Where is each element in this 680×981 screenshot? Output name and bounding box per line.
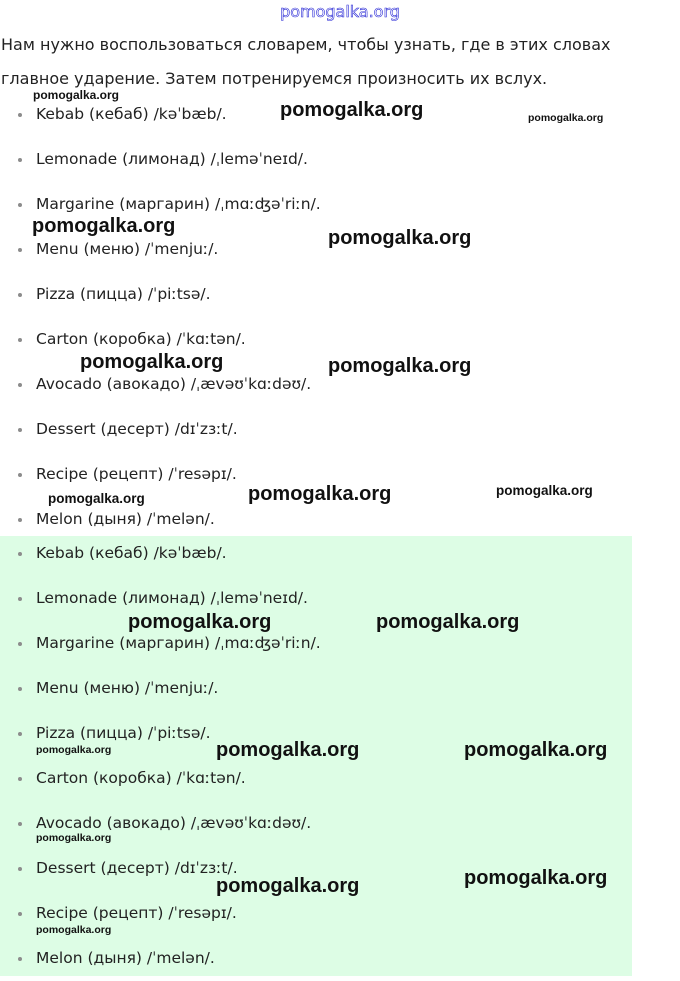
word-list — [0, 92, 632, 542]
list-item-text: Melon (дыня) /ˈmelən/. — [36, 510, 215, 528]
watermark: pomogalka.org — [328, 227, 472, 249]
bullet-icon — [18, 597, 22, 601]
watermark: pomogalka.org — [496, 483, 593, 498]
list-item-text: Carton (коробка) /ˈkɑːtən/. — [36, 769, 246, 787]
list-item-text: Dessert (десерт) /dɪˈzɜːt/. — [36, 420, 238, 438]
watermark: pomogalka.org — [216, 875, 360, 897]
list-item — [0, 531, 632, 576]
watermark: pomogalka.org — [528, 112, 604, 124]
list-item — [0, 756, 632, 801]
watermark: pomogalka.org — [280, 99, 424, 121]
list-item-text: Recipe (рецепт) /ˈresəpɪ/. — [36, 465, 237, 483]
bullet-icon — [18, 428, 22, 432]
bullet-icon — [18, 867, 22, 871]
watermark: pomogalka.org — [36, 924, 112, 936]
bullet-icon — [18, 552, 22, 556]
list-item — [0, 666, 632, 711]
watermark: pomogalka.org — [32, 215, 176, 237]
task-instruction: Нам нужно воспользоваться словарем, чтобы узнать, где в этих словах главное ударение. Затем потренируемся произносить их вслух. — [1, 35, 611, 88]
bullet-icon — [18, 158, 22, 162]
bullet-icon — [18, 732, 22, 736]
list-item-text: Recipe (рецепт) /ˈresəpɪ/. — [36, 904, 237, 922]
bullet-icon — [18, 518, 22, 522]
bullet-icon — [18, 957, 22, 961]
watermark: pomogalka.org — [36, 744, 112, 756]
bullet-icon — [18, 203, 22, 207]
watermark: pomogalka.org — [464, 867, 608, 889]
site-header: pomogalka.org — [280, 2, 400, 21]
list-item-text: Avocado (авокадо) /ˌævəʊˈkɑːdəʊ/. — [36, 814, 312, 832]
bullet-icon — [18, 473, 22, 477]
list-item-text: Lemonade (лимонад) /ˌleməˈneɪd/. — [36, 150, 308, 168]
list-item-text: Carton (коробка) /ˈkɑːtən/. — [36, 330, 246, 348]
watermark: pomogalka.org — [464, 739, 608, 761]
list-item — [0, 936, 632, 981]
bullet-icon — [18, 687, 22, 691]
list-item-text: Kebab (кебаб) /kəˈbæb/. — [36, 105, 227, 123]
list-item-text: Pizza (пицца) /ˈpiːtsə/. — [36, 285, 211, 303]
bullet-icon — [18, 113, 22, 117]
list-item-text: Dessert (десерт) /dɪˈzɜːt/. — [36, 859, 238, 877]
watermark: pomogalka.org — [80, 351, 224, 373]
watermark: pomogalka.org — [128, 611, 272, 633]
watermark: pomogalka.org — [48, 491, 145, 506]
watermark: pomogalka.org — [33, 88, 120, 102]
list-item-text: Margarine (маргарин) /ˌmɑːʤəˈriːn/. — [36, 634, 321, 652]
list-item — [0, 137, 632, 182]
bullet-icon — [18, 248, 22, 252]
list-item-text: Menu (меню) /ˈmenjuː/. — [36, 240, 219, 258]
bullet-icon — [18, 338, 22, 342]
bullet-icon — [18, 293, 22, 297]
watermark: pomogalka.org — [376, 611, 520, 633]
watermark: pomogalka.org — [248, 483, 392, 505]
list-item-text: Margarine (маргарин) /ˌmɑːʤəˈriːn/. — [36, 195, 321, 213]
list-item — [0, 576, 632, 621]
list-item-text: Avocado (авокадо) /ˌævəʊˈkɑːdəʊ/. — [36, 375, 312, 393]
watermark: pomogalka.org — [328, 355, 472, 377]
list-item — [0, 407, 632, 452]
bullet-icon — [18, 912, 22, 916]
watermark: pomogalka.org — [36, 832, 112, 844]
bullet-icon — [18, 777, 22, 781]
list-item-text: Kebab (кебаб) /kəˈbæb/. — [36, 544, 227, 562]
bullet-icon — [18, 822, 22, 826]
list-item-text: Pizza (пицца) /ˈpiːtsə/. — [36, 724, 211, 742]
bullet-icon — [18, 642, 22, 646]
list-item — [0, 272, 632, 317]
watermark: pomogalka.org — [216, 739, 360, 761]
list-item-text: Lemonade (лимонад) /ˌleməˈneɪd/. — [36, 589, 308, 607]
list-item-text: Menu (меню) /ˈmenjuː/. — [36, 679, 219, 697]
bullet-icon — [18, 383, 22, 387]
list-item — [0, 621, 632, 666]
list-item-text: Melon (дыня) /ˈmelən/. — [36, 949, 215, 967]
